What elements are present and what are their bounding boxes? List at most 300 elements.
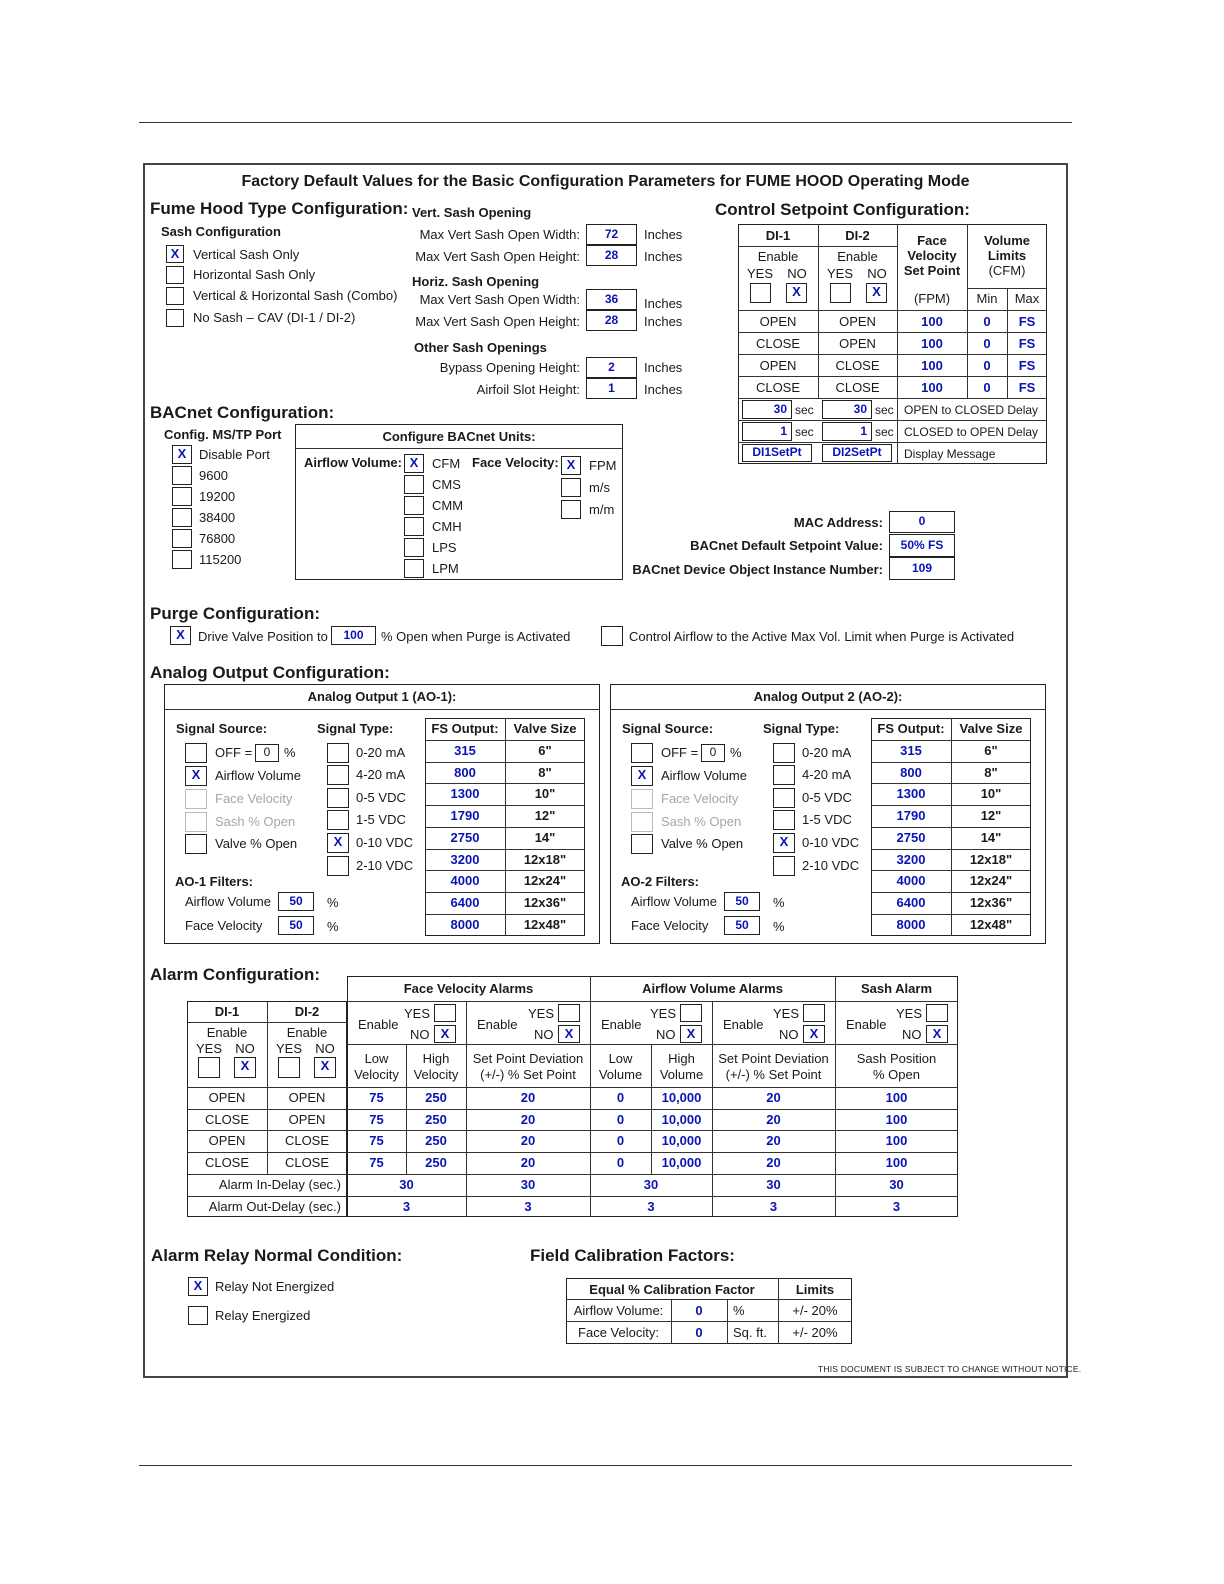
alarm-subhead-2: Velocity xyxy=(354,1067,399,1082)
alarm-row-cell: CLOSE xyxy=(284,1155,330,1171)
airflow-unit-label: CMM xyxy=(432,498,464,513)
ao1-fs-value[interactable]: 1300 xyxy=(450,786,480,802)
face-velocity-header-2: Velocity xyxy=(907,248,957,263)
alarm-in_delay-value[interactable]: 30 xyxy=(643,1176,659,1192)
ao1-source-checkbox[interactable]: X xyxy=(185,766,207,786)
ao2-fs-value[interactable]: 2750 xyxy=(896,829,926,845)
ao1-type-checkbox[interactable] xyxy=(327,765,349,785)
port-checkbox[interactable]: X xyxy=(172,445,192,464)
ao1-title: Analog Output 1 (AO-1): xyxy=(307,689,457,704)
alarm-row-cell[interactable]: 10,000 xyxy=(661,1133,702,1149)
port-checkbox[interactable] xyxy=(172,466,192,485)
alarm-in_delay-value[interactable]: 30 xyxy=(520,1176,536,1192)
alarm-row-cell[interactable]: 75 xyxy=(369,1090,384,1105)
sash-option-horizontal-label: Horizontal Sash Only xyxy=(193,267,316,282)
calibration-face-unit: Sq. ft. xyxy=(733,1325,767,1340)
ao2-source-checkbox[interactable]: X xyxy=(631,766,653,786)
ao1-source-label: Face Velocity xyxy=(215,791,293,806)
alarm-out_delay-value[interactable]: 3 xyxy=(892,1198,901,1214)
alarm-row-cell[interactable]: 10,000 xyxy=(661,1155,702,1171)
ao2-fs-value[interactable]: 315 xyxy=(900,743,922,758)
alarm-subhead-2: (+/-) % Set Point xyxy=(480,1067,576,1082)
control-row-max[interactable]: FS xyxy=(1018,314,1036,329)
alarm-in_delay-value[interactable]: 30 xyxy=(889,1176,904,1192)
ao2-source-checkbox[interactable] xyxy=(631,789,653,809)
ao2-filter-pct: % xyxy=(773,895,785,910)
ao1-fs-value[interactable]: 6400 xyxy=(450,894,480,910)
port-label: 19200 xyxy=(199,489,236,504)
fume-hood-heading: Fume Hood Type Configuration: xyxy=(150,199,409,218)
alarm-group-header: Face Velocity Alarms xyxy=(403,981,534,996)
ao1-fs-value[interactable]: 4000 xyxy=(450,873,480,889)
control-row-di2: CLOSE xyxy=(835,380,880,395)
alarm-row-cell[interactable]: 20 xyxy=(520,1155,536,1171)
port-checkbox[interactable] xyxy=(172,487,192,506)
control-di1-yes-checkbox[interactable] xyxy=(750,283,771,303)
control-di2-yes: YES xyxy=(826,266,853,281)
ao2-type-checkbox[interactable] xyxy=(773,743,795,763)
close-open-delay-di2[interactable]: 1 xyxy=(822,422,872,441)
control-row-setpoint[interactable]: 100 xyxy=(921,380,943,395)
ao1-type-checkbox[interactable]: X xyxy=(327,833,349,853)
 xyxy=(187,1196,958,1197)
vert-sash-heading: Vert. Sash Opening xyxy=(412,205,532,220)
alarm-row-cell[interactable]: 20 xyxy=(766,1111,781,1127)
ao1-fs-value[interactable]: 2750 xyxy=(450,829,480,845)
ao1-fs-value[interactable]: 1790 xyxy=(450,808,480,824)
sash-dim-unit: Inches xyxy=(644,296,683,311)
alarm-subhead: Set Point Deviation xyxy=(718,1051,829,1066)
calibration-face-value[interactable]: 0 xyxy=(695,1325,703,1340)
alarm-row-cell[interactable]: 20 xyxy=(766,1090,781,1105)
sash-dim-unit: Inches xyxy=(644,382,683,397)
alarm-no-label: NO xyxy=(410,1027,430,1042)
bottom-rule xyxy=(139,1465,1072,1466)
airflow-unit-checkbox[interactable] xyxy=(404,496,424,515)
alarm-di2-no-checkbox[interactable]: X xyxy=(314,1057,336,1078)
alarm-row-cell[interactable]: 100 xyxy=(885,1133,908,1149)
alarm-group-header: Airflow Volume Alarms xyxy=(642,981,783,996)
analog-output-heading: Analog Output Configuration: xyxy=(150,663,390,682)
alarm-row-cell[interactable]: 75 xyxy=(369,1133,384,1149)
control-di2-no-checkbox[interactable]: X xyxy=(866,283,887,303)
ao2-fs-value[interactable]: 1790 xyxy=(896,808,926,824)
ao1-fs-value[interactable]: 315 xyxy=(454,743,476,758)
 xyxy=(187,1022,267,1023)
alarm-row-cell: OPEN xyxy=(208,1090,246,1105)
purge-control-airflow-label: Control Airflow to the Active Max Vol. Limit when Purge is Activated xyxy=(629,629,1015,644)
alarm-out_delay-label: Alarm Out-Delay (sec.) xyxy=(208,1198,341,1214)
alarm-di2-yes-checkbox[interactable] xyxy=(278,1057,300,1078)
alarm-out_delay-value[interactable]: 3 xyxy=(402,1198,411,1214)
control-di1-no-checkbox[interactable]: X xyxy=(786,283,807,303)
alarm-out_delay-value[interactable]: 3 xyxy=(647,1198,655,1214)
port-checkbox[interactable] xyxy=(172,508,192,527)
control-row-min[interactable]: 0 xyxy=(983,358,991,373)
sash-option-vertical-checkbox[interactable]: X xyxy=(166,245,184,263)
control-row-setpoint[interactable]: 100 xyxy=(921,358,943,373)
control-row-max[interactable]: FS xyxy=(1018,358,1036,373)
display-message-di1[interactable]: DI1SetPt xyxy=(742,444,812,462)
default-setpoint-value[interactable]: 50% FS xyxy=(889,534,955,557)
ao2-type-label: 4-20 mA xyxy=(802,767,852,782)
ao2-source-label: OFF = xyxy=(661,745,699,760)
purge-open-label: % Open when Purge is Activated xyxy=(381,629,571,644)
alarm-row-cell[interactable]: 0 xyxy=(616,1155,625,1171)
bacnet-heading: BACnet Configuration: xyxy=(150,403,335,422)
sash-option-no-sash-checkbox[interactable] xyxy=(166,309,184,327)
ao2-type-checkbox[interactable] xyxy=(773,788,795,808)
sash-dim-label: Bypass Opening Height: xyxy=(439,360,580,375)
ao1-source-checkbox[interactable] xyxy=(185,812,207,832)
face-unit-label: m/s xyxy=(589,480,610,495)
airflow-unit-label: LPM xyxy=(432,561,459,576)
alarm-subhead: Sash Position xyxy=(856,1051,937,1066)
ao1-type-checkbox[interactable] xyxy=(327,810,349,830)
sash-option-vertical-label: Vertical Sash Only xyxy=(193,247,300,262)
display-message-label: Display Message xyxy=(904,447,996,461)
control-row-di2: OPEN xyxy=(839,336,876,351)
sash-dim-value[interactable]: 2 xyxy=(586,357,637,378)
alarm-row-cell: OPEN xyxy=(288,1090,326,1105)
control-row-setpoint[interactable]: 100 xyxy=(921,336,943,351)
control-di1-no: NO xyxy=(787,266,807,281)
mac-address-value[interactable]: 0 xyxy=(889,511,955,533)
 xyxy=(610,709,1046,710)
alarm-row-cell[interactable]: 250 xyxy=(425,1111,447,1127)
alarm-row-cell[interactable]: 0 xyxy=(616,1090,625,1105)
alarm-row-cell[interactable]: 20 xyxy=(520,1090,536,1105)
sash-dim-value[interactable]: 36 xyxy=(586,289,637,310)
ao2-filters-heading: AO-2 Filters: xyxy=(621,874,700,889)
alarm-di2-no: NO xyxy=(315,1041,335,1056)
 xyxy=(871,783,1031,784)
sash-option-combo-checkbox[interactable] xyxy=(166,287,184,305)
ao2-valve-size: 12" xyxy=(980,808,1002,824)
face-unit-checkbox[interactable] xyxy=(561,478,581,497)
alarm-enable-label: Enable xyxy=(846,1017,887,1032)
instance-number-label: BACnet Device Object Instance Number: xyxy=(632,562,883,577)
alarm-di1-no-checkbox[interactable]: X xyxy=(234,1057,256,1078)
airflow-unit-checkbox[interactable] xyxy=(404,475,424,494)
alarm-no-label: NO xyxy=(779,1027,799,1042)
sash-dim-unit: Inches xyxy=(644,360,683,375)
control-row-di2: OPEN xyxy=(839,314,876,329)
ao2-fs-output-header: FS Output: xyxy=(877,721,945,736)
ao2-fs-value[interactable]: 1300 xyxy=(896,786,926,802)
alarm-yes-label: YES xyxy=(896,1006,923,1021)
control-row-di1: OPEN xyxy=(759,314,797,329)
alarm-enable-yes-checkbox[interactable] xyxy=(558,1004,580,1022)
alarm-enable-no-checkbox[interactable]: X xyxy=(434,1025,456,1043)
control-row-min[interactable]: 0 xyxy=(983,380,991,395)
ao2-source-label: Face Velocity xyxy=(661,791,739,806)
ao1-fs-value[interactable]: 3200 xyxy=(450,851,480,867)
sash-option-horizontal-checkbox[interactable] xyxy=(166,266,184,284)
 xyxy=(425,849,585,850)
relay-energized-checkbox[interactable] xyxy=(188,1306,208,1325)
airflow-unit-checkbox[interactable] xyxy=(404,559,424,578)
alarm-enable-yes-checkbox[interactable] xyxy=(680,1004,702,1022)
ao2-source-checkbox[interactable] xyxy=(631,743,653,763)
top-rule xyxy=(139,122,1072,123)
ao1-type-label: 0-20 mA xyxy=(356,745,406,760)
calibration-face-label: Face Velocity: xyxy=(578,1325,659,1340)
sash-option-no-sash-label: No Sash – CAV (DI-1 / DI-2) xyxy=(193,310,356,325)
 xyxy=(425,740,585,741)
purge-valve-position-input[interactable]: 100 xyxy=(331,626,376,645)
ao1-source-checkbox[interactable] xyxy=(185,743,207,763)
ao1-type-label: 2-10 VDC xyxy=(356,858,414,873)
airflow-unit-checkbox[interactable]: X xyxy=(404,454,424,473)
 xyxy=(187,1109,958,1110)
ao1-valve-size: 12x36" xyxy=(523,894,567,910)
ao1-valve-size: 14" xyxy=(534,829,556,845)
alarm-di1-no: NO xyxy=(235,1041,255,1056)
airflow-unit-checkbox[interactable] xyxy=(404,517,424,536)
alarm-enable-label: Enable xyxy=(601,1017,642,1032)
 xyxy=(187,1174,958,1175)
alarm-row-cell[interactable]: 100 xyxy=(885,1155,908,1171)
alarm-row-cell[interactable]: 250 xyxy=(425,1133,447,1149)
ao1-type-checkbox[interactable] xyxy=(327,743,349,763)
ao2-type-checkbox[interactable] xyxy=(773,856,795,876)
control-row-setpoint[interactable]: 100 xyxy=(921,314,943,329)
purge-heading: Purge Configuration: xyxy=(150,604,320,623)
ao2-fs-value[interactable]: 8000 xyxy=(896,916,926,932)
 xyxy=(164,709,600,710)
ao1-filter-value[interactable]: 50 xyxy=(278,892,314,911)
alarm-row-cell[interactable]: 10,000 xyxy=(661,1090,702,1105)
relay-energized-label: Relay Energized xyxy=(215,1308,311,1323)
ao2-source-checkbox[interactable] xyxy=(631,812,653,832)
alarm-enable-no-checkbox[interactable]: X xyxy=(558,1025,580,1043)
 xyxy=(871,870,1031,871)
calibration-airflow-unit: % xyxy=(733,1303,745,1318)
face-unit-label: m/m xyxy=(589,502,615,517)
ao1-source-checkbox[interactable] xyxy=(185,834,207,854)
sash-dim-value[interactable]: 72 xyxy=(586,224,637,245)
 xyxy=(425,762,585,763)
ao2-filter-value[interactable]: 50 xyxy=(724,916,760,935)
face-unit-checkbox[interactable]: X xyxy=(561,456,581,475)
alarm-row-cell[interactable]: 250 xyxy=(425,1155,447,1171)
 xyxy=(871,892,1031,893)
ao2-source-label: Sash % Open xyxy=(661,814,742,829)
sash-config-heading: Sash Configuration xyxy=(161,224,281,239)
alarm-row-cell[interactable]: 20 xyxy=(520,1133,536,1149)
port-checkbox[interactable] xyxy=(172,550,192,569)
alarm-row-cell[interactable]: 0 xyxy=(616,1133,625,1149)
horiz-sash-heading: Horiz. Sash Opening xyxy=(412,274,540,289)
alarm-in_delay-label: Alarm In-Delay (sec.) xyxy=(218,1176,341,1192)
alarm-enable-no-checkbox[interactable]: X xyxy=(803,1025,825,1043)
ao2-source-label: Valve % Open xyxy=(661,836,744,851)
 xyxy=(871,849,1031,850)
airflow-unit-label: CMH xyxy=(432,519,462,534)
sash-dim-unit: Inches xyxy=(644,314,683,329)
sash-dim-value[interactable]: 1 xyxy=(586,378,637,399)
open-close-delay-di1[interactable]: 30 xyxy=(742,400,792,419)
open-close-delay-label: OPEN to CLOSED Delay xyxy=(904,403,1039,417)
ao2-filter-value[interactable]: 50 xyxy=(724,892,760,911)
alarm-di1-yes-checkbox[interactable] xyxy=(198,1057,220,1078)
 xyxy=(187,1152,958,1153)
alarm-di1-enable: Enable xyxy=(206,1025,248,1040)
ao2-valve-size: 14" xyxy=(980,829,1002,845)
ao2-valve-size: 12x18" xyxy=(969,851,1013,867)
alarm-subhead-2: Volume xyxy=(598,1067,643,1082)
ao2-type-label: 0-20 mA xyxy=(802,745,852,760)
sash-dim-label: Max Vert Sash Open Width: xyxy=(419,292,580,307)
ao1-source-label: Sash % Open xyxy=(215,814,296,829)
ao1-type-checkbox[interactable] xyxy=(327,856,349,876)
alarm-no-label: NO xyxy=(902,1027,922,1042)
 xyxy=(871,740,1031,741)
ao1-fs-value[interactable]: 8000 xyxy=(450,916,480,932)
alarm-row-cell[interactable]: 20 xyxy=(766,1133,781,1149)
ao2-fs-value[interactable]: 800 xyxy=(900,764,922,780)
face-velocity-header: Face xyxy=(917,233,947,248)
calibration-limits-header: Limits xyxy=(795,1282,835,1297)
alarm-enable-yes-checkbox[interactable] xyxy=(926,1004,948,1022)
 xyxy=(425,870,585,871)
alarm-row-cell[interactable]: 20 xyxy=(766,1155,781,1171)
sash-dim-value[interactable]: 28 xyxy=(586,245,637,266)
alarm-yes-label: YES xyxy=(650,1006,677,1021)
calibration-airflow-value[interactable]: 0 xyxy=(695,1303,703,1318)
alarm-row-cell[interactable]: 0 xyxy=(616,1111,625,1127)
calibration-airflow-label: Airflow Volume: xyxy=(573,1303,664,1318)
purge-drive-valve-checkbox[interactable]: X xyxy=(170,626,191,645)
alarm-row-cell[interactable]: 75 xyxy=(369,1155,384,1171)
ao1-type-checkbox[interactable] xyxy=(327,788,349,808)
ao1-signal-source-heading: Signal Source: xyxy=(176,721,268,736)
port-label: 76800 xyxy=(199,531,236,546)
alarm-di2-enable: Enable xyxy=(286,1025,328,1040)
face-unit-label: FPM xyxy=(589,458,617,473)
ao2-valve-size: 6" xyxy=(984,743,998,758)
ao1-source-checkbox[interactable] xyxy=(185,789,207,809)
ao1-valve-size: 12x24" xyxy=(523,873,567,889)
ao2-type-checkbox[interactable] xyxy=(773,765,795,785)
control-row-min[interactable]: 0 xyxy=(983,314,991,329)
calibration-face-limit: +/- 20% xyxy=(792,1325,838,1340)
alarm-row-cell[interactable]: 100 xyxy=(885,1090,908,1105)
alarm-row-cell[interactable]: 75 xyxy=(369,1111,384,1127)
ao2-fs-value[interactable]: 6400 xyxy=(896,894,926,910)
 xyxy=(425,827,585,828)
alarm-relay-heading: Alarm Relay Normal Condition: xyxy=(151,1246,403,1265)
delay-unit: sec xyxy=(795,425,814,439)
control-row-min[interactable]: 0 xyxy=(983,336,991,351)
alarm-row-cell[interactable]: 100 xyxy=(885,1111,908,1127)
alarm-enable-no-checkbox[interactable]: X xyxy=(680,1025,702,1043)
ao1-type-label: 1-5 VDC xyxy=(356,812,406,827)
ao2-filter-pct: % xyxy=(773,919,785,934)
ao2-valve-size: 12x36" xyxy=(969,894,1013,910)
ao2-type-checkbox[interactable] xyxy=(773,810,795,830)
ao2-filter-label: Face Velocity xyxy=(631,918,709,933)
face-velocity-units-label: Face Velocity: xyxy=(472,455,559,470)
alarm-row-cell[interactable]: 250 xyxy=(425,1090,447,1105)
ao1-off-pct: % xyxy=(284,745,296,760)
face-unit-checkbox[interactable] xyxy=(561,500,581,519)
alarm-subhead-2: Velocity xyxy=(413,1067,459,1082)
airflow-volume-units-label: Airflow Volume: xyxy=(304,455,402,470)
ao2-type-checkbox[interactable]: X xyxy=(773,833,795,853)
relay-not-energized-checkbox[interactable]: X xyxy=(188,1277,208,1296)
alarm-row-cell[interactable]: 20 xyxy=(520,1111,536,1127)
ao2-valve-size-header: Valve Size xyxy=(959,721,1023,736)
port-checkbox[interactable] xyxy=(172,529,192,548)
 xyxy=(267,1022,347,1023)
alarm-row-cell[interactable]: 10,000 xyxy=(661,1111,702,1127)
control-setpoint-heading: Control Setpoint Configuration: xyxy=(715,200,970,219)
alarm-in_delay-value[interactable]: 30 xyxy=(399,1176,414,1192)
ao2-type-label: 2-10 VDC xyxy=(802,858,860,873)
alarm-subhead: High xyxy=(668,1051,695,1066)
max-header: Max xyxy=(1014,291,1040,306)
control-di2-yes-checkbox[interactable] xyxy=(830,283,851,303)
ao1-filter-value[interactable]: 50 xyxy=(278,916,314,935)
ao2-source-label: Airflow Volume xyxy=(661,768,747,783)
control-row-max[interactable]: FS xyxy=(1018,380,1036,395)
ao1-filter-label: Airflow Volume xyxy=(185,894,271,909)
 xyxy=(425,783,585,784)
ao2-type-label: 0-5 VDC xyxy=(802,790,852,805)
alarm-out_delay-value[interactable]: 3 xyxy=(524,1198,532,1214)
display-message-di2[interactable]: DI2SetPt xyxy=(822,444,892,462)
ao1-off-value[interactable]: 0 xyxy=(255,744,279,762)
field-calibration-heading: Field Calibration Factors: xyxy=(530,1246,735,1265)
instance-number-value[interactable]: 109 xyxy=(889,557,955,580)
 xyxy=(871,805,1031,806)
alarm-enable-yes-checkbox[interactable] xyxy=(803,1004,825,1022)
open-close-delay-di2[interactable]: 30 xyxy=(822,400,872,419)
alarm-in_delay-value[interactable]: 30 xyxy=(766,1176,781,1192)
sash-dim-unit: Inches xyxy=(644,249,683,264)
limits-header: Limits xyxy=(987,248,1027,263)
sash-dim-label: Airfoil Slot Height: xyxy=(476,382,580,397)
sash-dim-unit: Inches xyxy=(644,227,683,242)
alarm-enable-yes-checkbox[interactable] xyxy=(434,1004,456,1022)
close-open-delay-di1[interactable]: 1 xyxy=(742,422,792,441)
ao2-off-value[interactable]: 0 xyxy=(701,744,725,762)
 xyxy=(871,914,1031,915)
ao1-fs-value[interactable]: 800 xyxy=(454,764,476,780)
ao1-source-label: OFF = xyxy=(215,745,253,760)
alarm-yes-label: YES xyxy=(528,1006,555,1021)
alarm-di2-header: DI-2 xyxy=(294,1004,320,1019)
alarm-subhead-2: Volume xyxy=(659,1067,704,1082)
control-row-max[interactable]: FS xyxy=(1018,336,1036,351)
 xyxy=(425,914,585,915)
alarm-enable-no-checkbox[interactable]: X xyxy=(926,1025,948,1043)
airflow-unit-checkbox[interactable] xyxy=(404,538,424,557)
sash-dim-value[interactable]: 28 xyxy=(586,310,637,331)
alarm-yes-label: YES xyxy=(404,1006,431,1021)
ao2-source-checkbox[interactable] xyxy=(631,834,653,854)
ao1-fs-output-header: FS Output: xyxy=(431,721,499,736)
alarm-di2-yes: YES xyxy=(275,1041,302,1056)
ao2-fs-value[interactable]: 3200 xyxy=(896,851,926,867)
ms-tp-port-heading: Config. MS/TP Port xyxy=(164,427,282,442)
ao2-fs-value[interactable]: 4000 xyxy=(896,873,926,889)
alarm-out_delay-value[interactable]: 3 xyxy=(769,1198,778,1214)
control-di1-header: DI-1 xyxy=(765,228,791,243)
purge-control-airflow-checkbox[interactable] xyxy=(601,626,623,646)
